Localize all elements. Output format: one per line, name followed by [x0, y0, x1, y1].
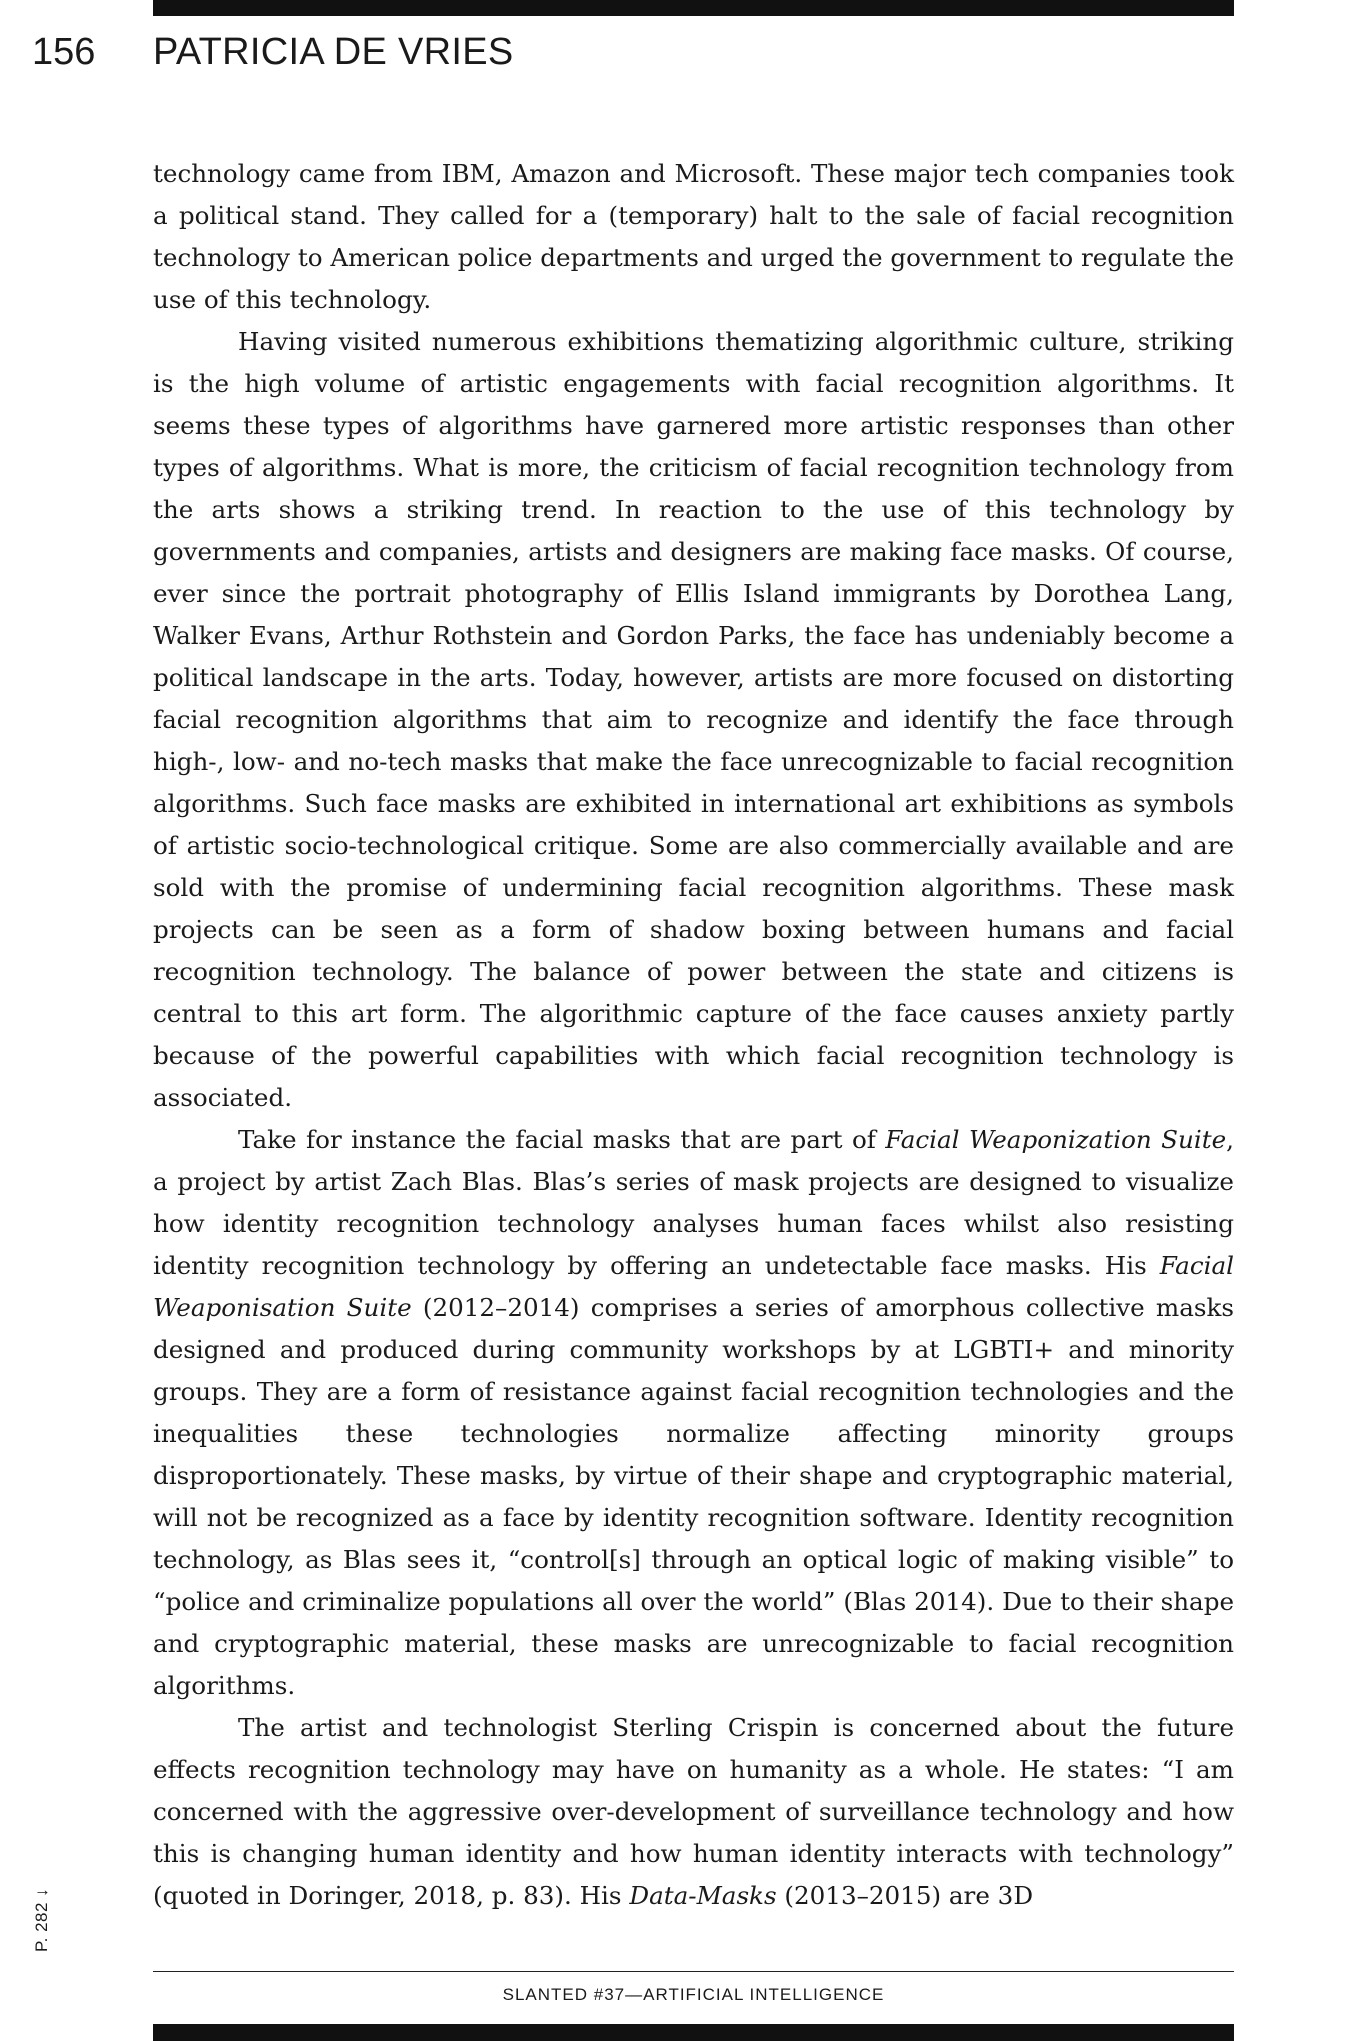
artwork-title-data-masks: Data-Masks: [629, 1881, 777, 1910]
paragraph-3-text-a: Take for instance the facial masks that are part of: [238, 1125, 886, 1154]
page-header: [0, 26, 1361, 78]
paragraph-1: technology came from IBM, Amazon and Microsoft. These major tech companies took a political stand. They called for a (temporary) halt to the sale of facial recognition technology to American police departments and urged the government to regulate the use of this technology.: [153, 159, 1234, 314]
paragraph-3-text-b: , a project by artist Zach Blas. Blas’s series of mask projects are designed to visualize how identity recognition technology analyses human faces whilst also resisting identity recognition technology by offering an undetectable face masks. His: [153, 1125, 1234, 1280]
bottom-rule: [153, 2024, 1234, 2041]
footer-rule: [153, 1971, 1234, 1972]
artwork-title-facial-weaponization-suite: Facial Weaponization Suite: [885, 1125, 1227, 1154]
footer-title: SLANTED #37—ARTIFICIAL INTELLIGENCE: [502, 1985, 885, 2004]
top-rule: [153, 0, 1234, 16]
article-body: [153, 153, 1234, 1917]
paragraph-4-text-a: The artist and technologist Sterling Crispin is concerned about the future effects recognition technology may have on humanity as a whole. He states: “I am concerned with the aggressive over-development of surveillance technology and how this is changing human identity and how human identity interacts with technology” (quoted in Doringer, 2018, p. 83). His: [153, 1713, 1234, 1910]
paragraph-3: [153, 1119, 1234, 1707]
author-name: PATRICIA DE VRIES: [153, 31, 514, 73]
page-number: 156: [32, 31, 96, 73]
page-cross-reference-label: P. 282 ↓: [32, 1887, 51, 1952]
paragraph-3-text-c: (2012–2014) comprises a series of amorphous collective masks designed and produced during community workshops by at LGBTI+ and minority groups. They are a form of resistance against facial recognition technologies and the inequalities these technologies normalize affecting minority groups disproportionately. These masks, by virtue of their shape and cryptographic material, will not be recognized as a face by identity recognition software. Identity recognition technology, as Blas sees it, “control[s] through an optical logic of making visible” to “police and criminalize populations all over the world” (Blas 2014). Due to their shape and cryptographic material, these masks are unrecognizable to facial recognition algorithms.: [153, 1293, 1234, 1700]
artwork-title-facial-weaponisation-suite: Facial Weaponisation Suite: [153, 1251, 1234, 1322]
paragraph-4-text-b: (2013–2015) are 3D: [776, 1881, 1034, 1910]
page-cross-reference: [32, 1832, 58, 1952]
paragraph-2: Having visited numerous exhibitions thematizing algorithmic culture, striking is the high volume of artistic engagements with facial recognition algorithms. It seems these types of algorithms have garnered more artistic responses than other types of algorithms. What is more, the criticism of facial recognition technology from the arts shows a striking trend. In reaction to the use of this technology by governments and companies, artists and designers are making face masks. Of course, ever since the portrait photography of Ellis Island immigrants by Dorothea Lang, Walker Evans, Arthur Rothstein and Gordon Parks, the face has undeniably become a political landscape in the arts. Today, however, artists are more focused on distorting facial recognition algorithms that aim to recognize and identify the face through high-, low- and no-tech masks that make the face unrecognizable to facial recognition algorithms. Such face masks are exhibited in international art exhibitions as symbols of artistic socio-technological critique. Some are also commercially available and are sold with the promise of undermining facial recognition algorithms. These mask projects can be seen as a form of shadow boxing between humans and facial recognition technology. The balance of power between the state and citizens is central to this art form. The algorithmic capture of the face causes anxiety partly because of the powerful capabilities with which facial recognition technology is associated.: [153, 327, 1234, 1112]
paragraph-4: [153, 1707, 1234, 1917]
